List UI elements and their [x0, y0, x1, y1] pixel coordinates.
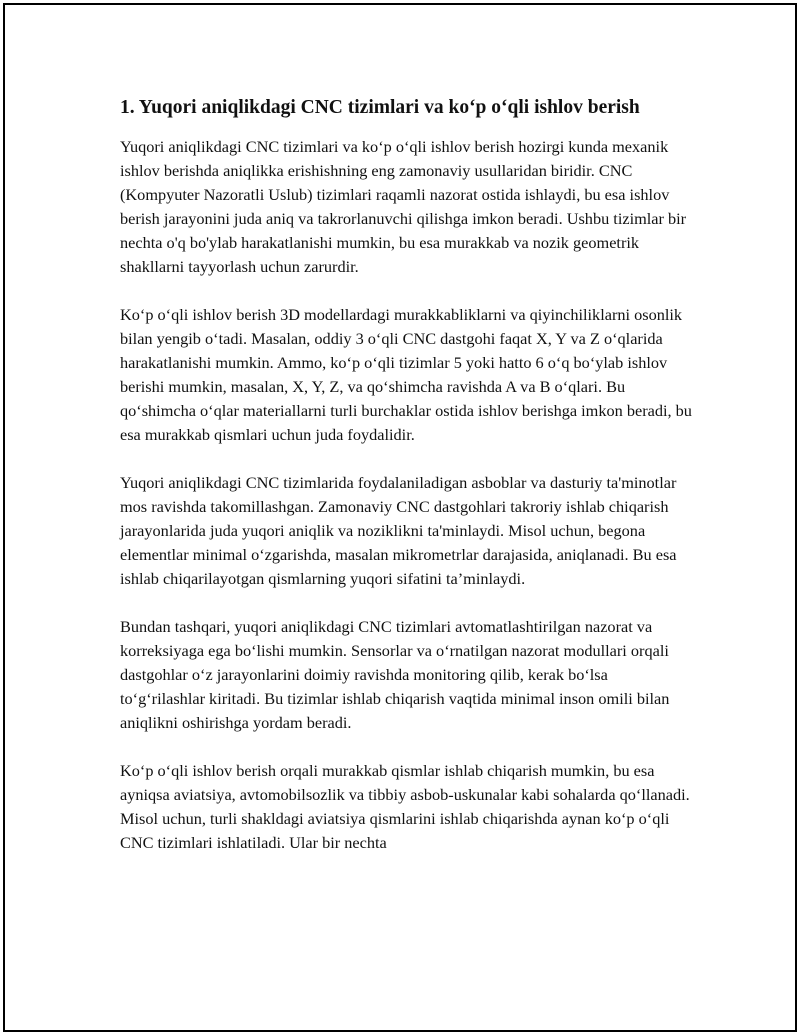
section-heading: 1. Yuqori aniqlikdagi CNC tizimlari va ko‘p o‘qli ishlov berish [120, 97, 640, 118]
paragraph: Yuqori aniqlikdagi CNC tizimlari va ko‘p o‘qli ishlov berish hozirgi kunda mexanik ishlov berishda aniqlikka erishishning eng zamonaviy usullaridan biridir. CNC (Kompyuter Nazoratli Uslub) tizimlari raqamli nazorat ostida ishlaydi, bu esa ishlov berish jarayonini juda aniq va takrorlanuvchi qilishga imkon beradi. Ushbu tizimlar bir nechta o'q bo'ylab harakatlanishi mumkin, bu esa murakkab va nozik geometrik shakllarni tayyorlash uchun zarurdir. [120, 137, 687, 276]
paragraph: Ko‘p o‘qli ishlov berish 3D modellardagi murakkabliklarni va qiyinchiliklarni osonlik bilan yengib o‘tadi. Masalan, oddiy 3 o‘qli CNC dastgohi faqat X, Y va Z o‘qlarida harakatlanishi mumkin. Ammo, ko‘p o‘qli tizimlar 5 yoki hatto 6 o‘q bo‘ylab ishlov berishi mumkin, masalan, X, Y, Z, va qo‘shimcha ravishda A va B o‘qlari. Bu qo‘shimcha o‘qlar materiallarni turli burchaklar ostida ishlov berishga imkon beradi, bu esa murakkab qismlari uchun juda foydalidir. [120, 305, 692, 444]
paragraph: Ko‘p o‘qli ishlov berish orqali murakkab qismlar ishlab chiqarish mumkin, bu esa ayniqsa aviatsiya, avtomobilsozlik va tibbiy asbob-uskunalar kabi sohalarda qo‘llanadi. Misol uchun, turli shakldagi aviatsiya qismlarini ishlab chiqarishda aynan ko‘p o‘qli CNC tizimlari ishlatiladi. Ular bir nechta [120, 761, 690, 852]
document-body [120, 95, 695, 879]
paragraph: Yuqori aniqlikdagi CNC tizimlarida foydalaniladigan asboblar va dasturiy ta'minotlar mos ravishda takomillashgan. Zamonaviy CNC dastgohlari takroriy ishlab chiqarish jarayonlarida juda yuqori aniqlik va noziklikni ta'minlaydi. Misol uchun, begona elementlar minimal o‘zgarishda, masalan mikrometrlar darajasida, aniqlanadi. Bu esa ishlab chiqarilayotgan qismlarning yuqori sifatini ta’minlaydi. [120, 473, 677, 588]
paragraph: Bundan tashqari, yuqori aniqlikdagi CNC tizimlari avtomatlashtirilgan nazorat va korreksiyaga ega bo‘lishi mumkin. Sensorlar va o‘rnatilgan nazorat modullari orqali dastgohlar o‘z jarayonlarini doimiy ravishda monitoring qilib, kerak bo‘lsa to‘g‘rilashlar kiritadi. Bu tizimlar ishlab chiqarish vaqtida minimal inson omili bilan aniqlikni oshirishga yordam beradi. [120, 617, 670, 732]
page-frame [3, 3, 797, 1032]
